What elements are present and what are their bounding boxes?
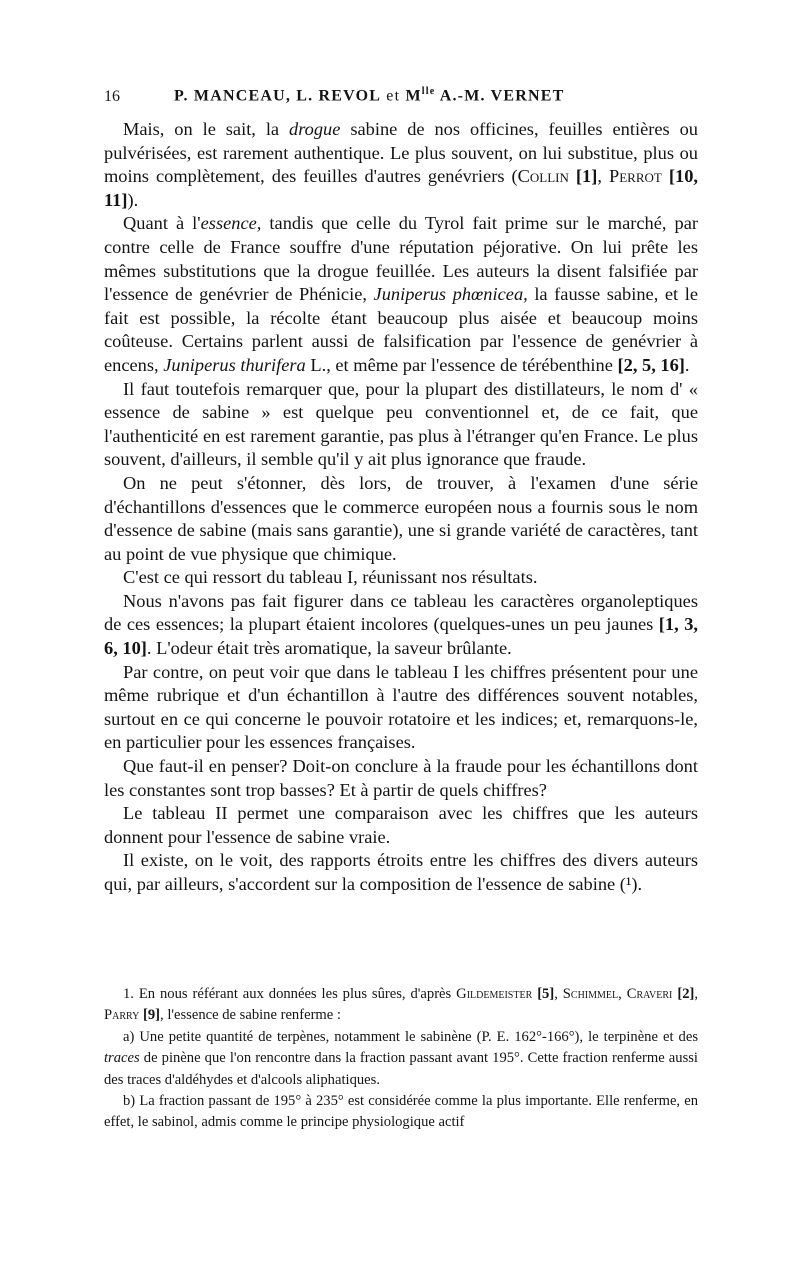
text-run: Il faut toutefois remarquer que, pour la plupart des distillateurs, le nom d' « essence de sabine » est quelque peu conventionnel et, de ce fait, que l'authenticité en est rarement garantie, pas plus à l'étranger qu'en France. Le plus souvent, d'ailleurs, il semble qu'il y ait plus ignorance que fraude. [104, 378, 698, 470]
italic-run: drogue [289, 119, 341, 139]
text-run: On ne peut s'étonner, dès lors, de trouver, à l'examen d'une série d'échantillons d'essences que le commerce européen nous a fournis sous le nom d'essence de sabine (mais sans garantie), une si grande variété de caractères, tant au point de vue physique que chimique. [104, 472, 698, 564]
text-run: Il existe, on le voit, des rapports étroits entre les chiffres des divers auteurs qui, par ailleurs, s'accordent sur la composition de l'essence de sabine ( [104, 850, 698, 894]
italic-run: Juniperus thurifera [163, 354, 306, 375]
text-run: b) La fraction passant de 195° à 235° est considérée comme la plus importante. Elle renferme, en effet, le sabinol, admis comme le principe physiologique actif [104, 1093, 698, 1131]
text-run: ). [127, 189, 139, 210]
citation-ref: [5] [537, 986, 555, 1002]
footnote-item-a [104, 1027, 698, 1091]
text-run: Le tableau II permet une comparaison avec les chiffres que les auteurs donnent pour l'essence de sabine vraie. [104, 803, 698, 847]
text-run: . L'odeur était très aromatique, la saveur brûlante. [146, 638, 512, 659]
conjunction-et: et [381, 87, 406, 105]
footnotes [104, 984, 698, 1134]
citation-ref: [2, 5, 16] [617, 354, 685, 375]
text-run: L., et même par l'essence de térébenthine [305, 354, 618, 375]
title-mlle: M [405, 87, 422, 105]
citation-ref: [10, 11] [104, 166, 698, 210]
author-name: Perrot [609, 166, 662, 187]
text-run: Quant à l' [123, 213, 201, 234]
paragraph-4 [104, 472, 698, 566]
text-run: ). [631, 874, 643, 894]
body-text [104, 118, 698, 897]
paragraph-8 [104, 755, 698, 802]
author-name: Gildemeister [456, 986, 533, 1002]
author-name: Collin [517, 166, 569, 187]
text-run: . [684, 354, 690, 375]
paragraph-3 [104, 378, 698, 472]
page-header [104, 84, 698, 110]
paragraph-10 [104, 849, 698, 896]
text-run: , l'essence de sabine renferme : [160, 1007, 341, 1024]
text-run: Par contre, on peut voir que dans le tableau I les chiffres présentent pour une même rubrique et d'un échantillon à l'autre des différences souvent notables, surtout en ce qui concerne le pouvoir rotatoire et les indices; et, remarquons-le, en particulier pour les essences françaises. [104, 661, 698, 753]
paragraph-2 [104, 212, 698, 377]
footnote-item-b [104, 1091, 698, 1134]
text-run: , [597, 166, 609, 187]
paragraph-7 [104, 661, 698, 755]
text-run: , [618, 986, 627, 1002]
title-mlle-superscript: lle [421, 86, 436, 97]
text-run: Nous n'avons pas fait figurer dans ce tableau les caractères organoleptiques de ces essences; la plupart étaient incolores (quelques-unes un peu jaunes [104, 590, 698, 635]
text-run: Mais, on le sait, la [123, 119, 289, 139]
text-run: C'est ce qui ressort du tableau I, réunissant nos résultats. [123, 567, 538, 588]
text-run: 1. En nous référant aux données les plus sûres, d'après [123, 986, 457, 1002]
authors-part-a: P. MANCEAU, L. REVOL [174, 87, 382, 105]
text-run: de pinène que l'on rencontre dans la fraction passant avant 195°. Cette fraction renferme aussi des traces d'aldéhydes et d'alcools aliphatiques. [104, 1050, 698, 1088]
text-run: , [694, 986, 699, 1002]
italic-run: Juniperus phœnicea, [373, 284, 528, 305]
author-name: Schimmel [562, 986, 619, 1002]
citation-ref: [1, 3, 6, 10] [104, 614, 699, 659]
page-number: 16 [104, 88, 120, 105]
citation-ref: [2] [677, 986, 695, 1002]
footnote-1 [104, 984, 698, 1027]
citation-ref: [9] [143, 1007, 161, 1024]
text-run: la fausse sabine, et le fait est possible, la récolte étant beaucoup plus aisée et beaucoup moins coûteuse. Certains parlent aussi de falsification par l'essence de genévrier à encens, [104, 284, 698, 375]
text-run: , [554, 986, 563, 1002]
text-run: tandis que celle du Tyrol fait prime sur le marché, par contre celle de France souffre d'une réputation péjorative. On lui prête les mêmes substitutions que la drogue feuillée. Les auteurs la disent falsifiée par l'essence de genévrier de Phénicie, [104, 213, 698, 305]
citation-ref: [1] [575, 166, 598, 187]
footnote-marker: ¹ [625, 874, 632, 894]
author-name: Craveri [626, 986, 673, 1002]
paragraph-9 [104, 802, 698, 849]
paragraph-1 [104, 118, 698, 212]
text-run: sabine de nos officines, feuilles entières ou pulvérisées, est rarement authentique. Le plus souvent, on lui substitue, plus ou moins complètement, des feuilles d'autres genévriers ( [104, 119, 698, 187]
text-run: a) Une petite quantité de terpènes, notamment le sabinène (P. E. 162°-166°), le terpinène et des [123, 1028, 698, 1045]
paragraph-5 [104, 566, 698, 590]
authors-part-b: A.-M. VERNET [435, 87, 565, 105]
running-head [174, 86, 698, 105]
author-name: Parry [104, 1007, 140, 1024]
italic-run: traces [104, 1050, 140, 1067]
paragraph-6 [104, 590, 698, 661]
italic-run: essence, [200, 213, 262, 234]
text-run: Que faut-il en penser? Doit-on conclure à la fraude pour les échantillons dont les constantes sont trop basses? Et à partir de quels chiffres? [104, 756, 698, 800]
